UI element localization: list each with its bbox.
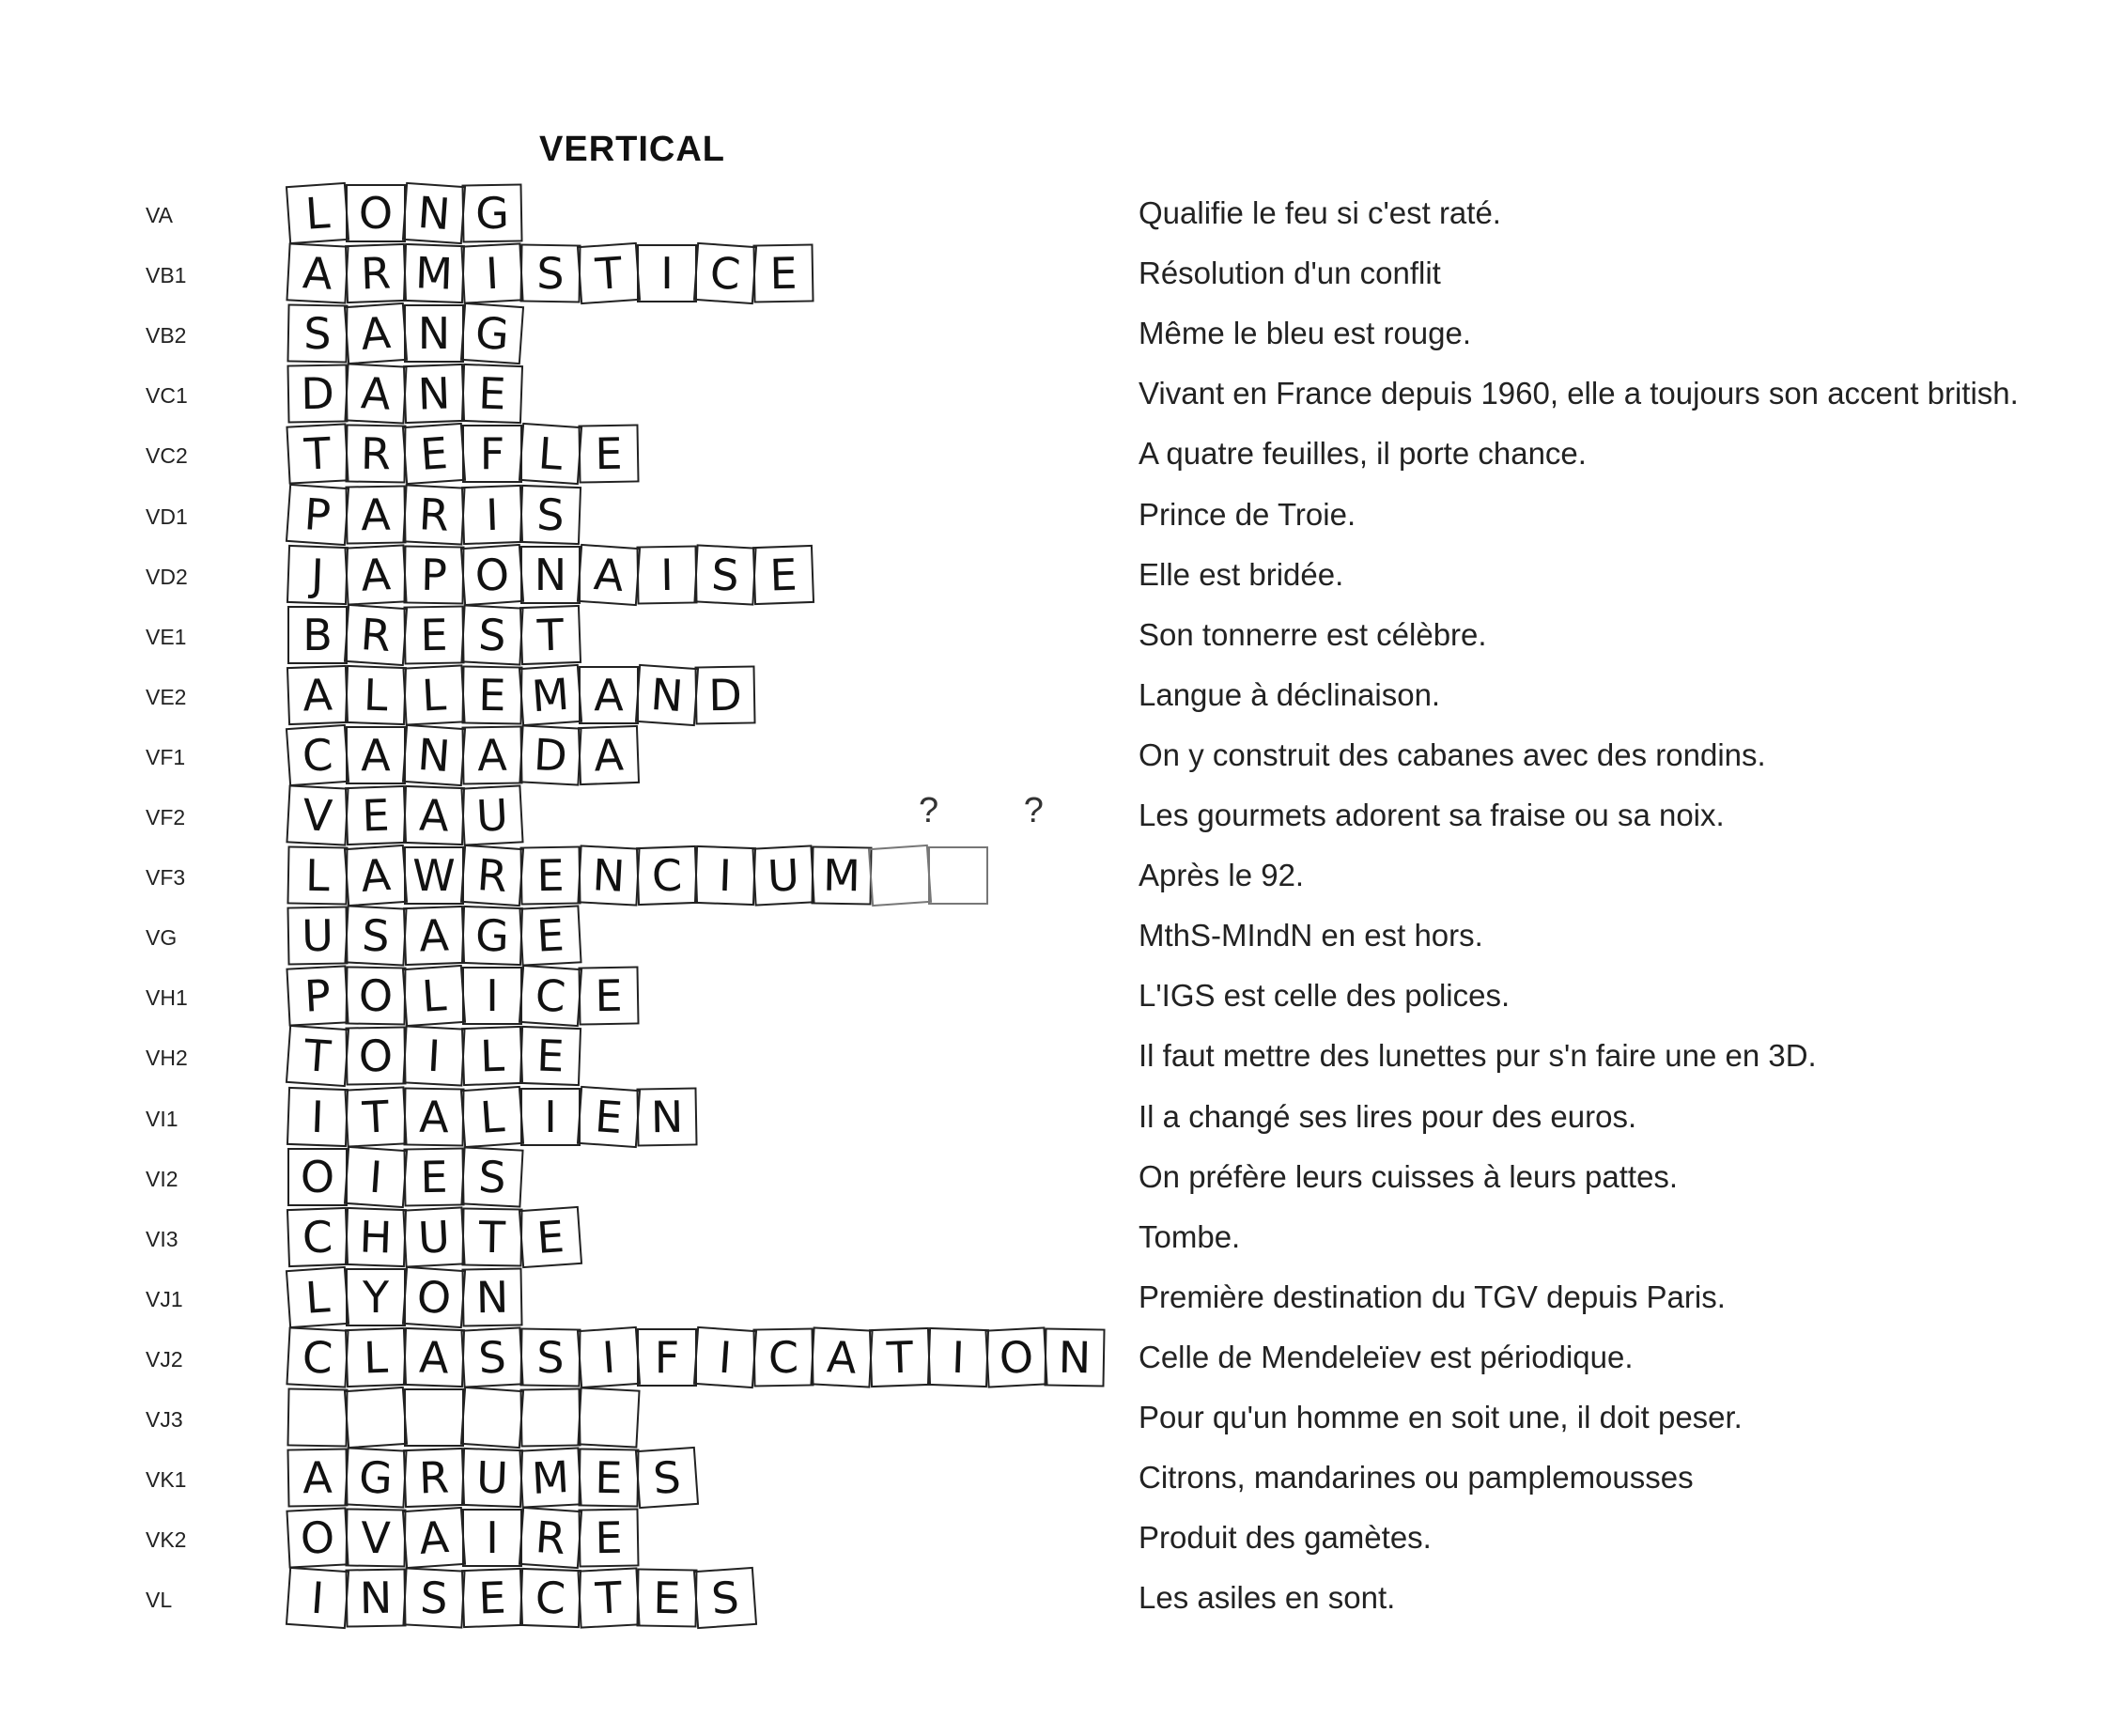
answer-cell[interactable]: C xyxy=(636,845,698,906)
answer-cell[interactable]: T xyxy=(286,423,349,484)
clue-row xyxy=(0,486,2123,546)
answer-cell[interactable]: E xyxy=(519,845,581,905)
answer-cell[interactable]: U xyxy=(460,784,523,845)
answer-cell[interactable]: C xyxy=(752,1327,814,1387)
answer-cell[interactable]: I xyxy=(693,1326,757,1388)
answer-cell[interactable]: I xyxy=(462,1509,522,1567)
answer-cell[interactable]: D xyxy=(694,665,755,724)
answer-cell[interactable]: S xyxy=(460,604,523,665)
clue-row xyxy=(0,304,2123,364)
clue-text: Pour qu'un homme en soit une, il doit peser. xyxy=(1139,1400,1743,1434)
clue-code: VC2 xyxy=(146,443,188,468)
answer-cell[interactable]: C xyxy=(693,242,757,304)
answer-cell[interactable]: T xyxy=(577,1567,640,1628)
answer-cell[interactable]: E xyxy=(403,1147,464,1206)
answer-cell[interactable] xyxy=(287,1387,348,1447)
answer-cell[interactable]: N xyxy=(461,1267,522,1326)
answer-cell[interactable]: M xyxy=(811,845,872,905)
answer-cell[interactable]: I xyxy=(462,967,522,1025)
answer-cell[interactable]: C xyxy=(519,1568,581,1628)
answer-cell[interactable]: L xyxy=(287,845,348,905)
answer-cell[interactable]: E xyxy=(577,1086,641,1148)
clue-row xyxy=(0,726,2123,786)
answer-cell[interactable]: E xyxy=(578,966,639,1025)
answer-cell[interactable]: S xyxy=(287,303,348,363)
answer-cells xyxy=(287,546,814,606)
answer-cell[interactable]: S xyxy=(635,1447,699,1509)
answer-cells xyxy=(287,1027,581,1087)
clue-row xyxy=(0,846,2123,907)
answer-cell[interactable]: N xyxy=(520,546,581,604)
clue-code: VF1 xyxy=(146,745,186,769)
answer-cell[interactable]: E xyxy=(519,905,581,966)
clue-row xyxy=(0,364,2123,425)
answer-cells xyxy=(287,184,522,244)
answer-cell[interactable]: E xyxy=(752,243,814,302)
clue-text: Langue à déclinaison. xyxy=(1139,677,1441,712)
answer-cells xyxy=(287,666,755,726)
clue-code: VH2 xyxy=(146,1046,188,1070)
clue-text: Prince de Troie. xyxy=(1139,497,1356,532)
answer-cell[interactable]: I xyxy=(402,1025,465,1086)
answer-cell[interactable]: V xyxy=(286,784,349,845)
answer-cell[interactable]: O xyxy=(346,184,406,242)
clue-text: A quatre feuilles, il porte chance. xyxy=(1139,436,1587,471)
clue-row xyxy=(0,1148,2123,1208)
clue-text: Les gourmets adorent sa fraise ou sa noix. xyxy=(1139,798,1725,832)
answer-cell[interactable]: O xyxy=(287,1148,348,1206)
answer-cell[interactable]: D xyxy=(287,364,348,423)
answer-cell[interactable]: L xyxy=(402,965,466,1027)
answer-cell[interactable]: A xyxy=(402,1507,466,1569)
answer-cell[interactable]: O xyxy=(984,1326,1047,1387)
clue-row xyxy=(0,786,2123,846)
answer-cell[interactable]: L xyxy=(461,1026,523,1086)
answer-cell[interactable]: W xyxy=(404,846,464,905)
answer-cell[interactable]: T xyxy=(461,1207,522,1266)
clue-text: MthS-MIndN en est hors. xyxy=(1139,918,1483,953)
answer-cell[interactable]: R xyxy=(344,604,408,666)
clue-row xyxy=(0,1268,2123,1328)
clue-code: VJ2 xyxy=(146,1347,183,1372)
answer-cell[interactable] xyxy=(404,1388,464,1447)
answer-cell[interactable]: A xyxy=(344,302,408,364)
clue-text: Après le 92. xyxy=(1139,858,1305,892)
answer-cell[interactable]: M xyxy=(403,243,465,303)
clue-row xyxy=(0,967,2123,1027)
answer-cell[interactable] xyxy=(344,1387,408,1449)
clue-code: VH1 xyxy=(146,985,188,1010)
clue-row xyxy=(0,1569,2123,1629)
clue-row xyxy=(0,1027,2123,1087)
answer-cell[interactable]: E xyxy=(461,665,522,724)
answer-cell[interactable]: C xyxy=(286,1326,349,1387)
answer-cell[interactable]: R xyxy=(345,243,407,303)
answer-cell[interactable]: I xyxy=(520,1088,581,1146)
answer-cells xyxy=(287,1148,522,1208)
answer-cells xyxy=(287,967,639,1027)
answer-cell[interactable]: N xyxy=(404,304,464,363)
clue-row xyxy=(0,1509,2123,1569)
clue-text: Il faut mettre des lunettes pur s'n faire une en 3D. xyxy=(1139,1038,1817,1073)
clue-row xyxy=(0,244,2123,304)
answer-cell[interactable]: G xyxy=(344,1447,407,1508)
answer-cell[interactable]: E xyxy=(519,1026,581,1086)
answer-cell[interactable]: M xyxy=(519,664,582,726)
clue-code: VF3 xyxy=(146,865,186,890)
answer-cell[interactable]: A xyxy=(344,363,407,424)
clue-code: VC1 xyxy=(146,383,188,408)
clue-text: Première destination du TGV depuis Paris. xyxy=(1139,1279,1726,1314)
answer-cell[interactable]: T xyxy=(519,605,581,665)
answer-cell[interactable]: A xyxy=(403,906,465,966)
answer-cell[interactable]: E xyxy=(578,424,639,483)
answer-cell[interactable] xyxy=(868,845,932,907)
clue-text: Celle de Mendeleïev est périodique. xyxy=(1139,1340,1634,1374)
answer-cells xyxy=(287,1268,522,1328)
answer-cell[interactable]: A xyxy=(403,1327,465,1387)
answer-cell[interactable]: U xyxy=(752,845,814,906)
answer-cell[interactable] xyxy=(577,1387,640,1448)
clue-code: VI1 xyxy=(146,1107,178,1131)
answer-cell[interactable]: S xyxy=(519,1327,581,1387)
answer-cell[interactable]: E xyxy=(578,1448,639,1507)
answer-cell[interactable]: I xyxy=(577,1326,641,1388)
answer-cells xyxy=(287,1449,697,1509)
answer-cell[interactable]: N xyxy=(1044,1327,1105,1387)
answer-cells xyxy=(287,364,522,425)
answer-cell[interactable]: E xyxy=(345,785,407,845)
answer-cell[interactable]: R xyxy=(519,1507,582,1569)
answer-cell[interactable]: A xyxy=(287,1448,348,1507)
clue-code: VB2 xyxy=(146,323,187,348)
answer-cell[interactable]: L xyxy=(345,665,407,725)
answer-cell[interactable]: A xyxy=(344,845,408,907)
answer-cell[interactable]: J xyxy=(287,545,349,605)
answer-cell[interactable]: N xyxy=(402,724,466,786)
clue-row xyxy=(0,1388,2123,1449)
answer-cell[interactable] xyxy=(519,1387,581,1447)
clue-text: On préfère leurs cuisses à leurs pattes. xyxy=(1139,1159,1679,1194)
answer-cell[interactable]: G xyxy=(461,183,522,242)
answer-cell[interactable]: U xyxy=(287,906,348,965)
answer-cell[interactable] xyxy=(460,1387,524,1449)
answer-cell[interactable]: A xyxy=(578,725,640,785)
answer-cells xyxy=(287,606,581,666)
clue-row xyxy=(0,666,2123,726)
answer-cell[interactable]: R xyxy=(460,845,524,907)
answer-cells xyxy=(287,1388,639,1449)
clue-row xyxy=(0,1449,2123,1509)
answer-cell[interactable]: L xyxy=(286,1266,349,1328)
answer-cell[interactable]: N xyxy=(402,182,466,244)
answer-cell[interactable]: E xyxy=(402,423,466,485)
answer-cell[interactable]: T xyxy=(869,1327,931,1387)
answer-cell[interactable]: G xyxy=(460,302,524,364)
clue-row xyxy=(0,546,2123,606)
answer-cells xyxy=(287,1208,581,1268)
answer-cell[interactable]: T xyxy=(344,1086,407,1147)
answer-cells xyxy=(287,244,814,304)
answer-cell[interactable]: C xyxy=(286,724,349,786)
answer-cell[interactable]: A xyxy=(579,666,639,724)
clue-text: Vivant en France depuis 1960, elle a toujours son accent british. xyxy=(1139,376,2019,411)
clue-row xyxy=(0,425,2123,485)
answer-cell[interactable]: E xyxy=(403,605,464,664)
answer-cells xyxy=(287,786,522,846)
clue-text: Les asiles en sont. xyxy=(1139,1580,1396,1615)
answer-cell[interactable]: S xyxy=(460,1326,523,1387)
answer-cell[interactable]: S xyxy=(402,1567,465,1628)
clue-row xyxy=(0,907,2123,967)
answer-cell[interactable]: D xyxy=(519,724,581,785)
clue-code: VJ3 xyxy=(146,1407,183,1432)
answer-cell[interactable]: G xyxy=(461,906,523,966)
clue-text: Produit des gamètes. xyxy=(1139,1520,1432,1555)
answer-cell[interactable]: I xyxy=(287,1087,349,1147)
clue-text: Citrons, mandarines ou pamplemousses xyxy=(1139,1460,1694,1495)
answer-cell[interactable]: E xyxy=(519,1206,582,1268)
answer-cells xyxy=(287,1088,697,1148)
answer-cell[interactable]: E xyxy=(461,364,523,424)
answer-cell[interactable]: V xyxy=(345,1508,406,1567)
answer-cell[interactable]: O xyxy=(402,1266,466,1328)
answer-cells xyxy=(287,1569,755,1629)
answer-cell[interactable]: A xyxy=(345,485,406,544)
clue-code: VI3 xyxy=(146,1227,178,1251)
answer-cell[interactable]: S xyxy=(519,485,581,545)
clue-code: VK1 xyxy=(146,1467,187,1492)
answer-cell[interactable]: L xyxy=(460,1086,524,1148)
clue-row xyxy=(0,1208,2123,1268)
answer-cell[interactable]: P xyxy=(286,484,349,546)
clue-row xyxy=(0,606,2123,666)
answer-cell[interactable]: U xyxy=(461,1448,523,1508)
answer-cell[interactable]: I xyxy=(460,242,523,303)
answer-cell[interactable]: E xyxy=(636,1568,697,1627)
answer-cells xyxy=(287,304,522,364)
answer-cell[interactable]: P xyxy=(403,545,464,604)
page-title: VERTICAL xyxy=(539,130,725,169)
answer-cell[interactable] xyxy=(928,846,988,905)
answer-cell[interactable]: I xyxy=(636,545,697,604)
clue-text: Son tonnerre est célèbre. xyxy=(1139,617,1487,652)
answer-cell[interactable]: U xyxy=(402,1206,465,1267)
answer-cell[interactable]: S xyxy=(460,1146,523,1207)
answer-cell[interactable]: I xyxy=(344,1146,408,1208)
clue-text: Qualifie le feu si c'est raté. xyxy=(1139,195,1501,230)
clue-code: VE1 xyxy=(146,625,187,649)
answer-cells xyxy=(287,1328,1105,1388)
clue-row xyxy=(0,1328,2123,1388)
answer-cell[interactable]: S xyxy=(344,905,407,966)
answer-cells xyxy=(287,425,639,485)
answer-cell[interactable]: P xyxy=(286,965,349,1026)
clue-code: VL xyxy=(146,1588,173,1612)
clue-text: Résolution d'un conflit xyxy=(1139,256,1441,290)
clue-code: VI2 xyxy=(146,1167,178,1191)
answer-cell[interactable]: I xyxy=(286,1567,349,1629)
answer-cell[interactable]: A xyxy=(403,1087,464,1146)
answer-cell[interactable]: N xyxy=(403,364,465,424)
answer-cell[interactable]: S xyxy=(693,544,756,605)
answer-cell[interactable]: L xyxy=(345,1327,407,1387)
answer-cell[interactable]: A xyxy=(287,665,349,725)
answer-cell[interactable]: A xyxy=(577,544,641,606)
answer-cell[interactable]: B xyxy=(287,606,348,664)
clue-code: VD2 xyxy=(146,565,188,589)
answer-cells xyxy=(287,1509,639,1569)
clue-text: Elle est bridée. xyxy=(1139,557,1344,592)
answer-cells xyxy=(287,726,639,786)
clue-code: VJ1 xyxy=(146,1287,183,1311)
answer-cells xyxy=(287,486,581,546)
clue-text: Il a changé ses lires pour des euros. xyxy=(1139,1099,1637,1134)
answer-cell[interactable]: Y xyxy=(346,1268,406,1326)
answer-cell[interactable]: A xyxy=(810,1326,873,1387)
clue-row xyxy=(0,1088,2123,1148)
answer-cell[interactable]: C xyxy=(519,965,582,1027)
answer-cell[interactable]: E xyxy=(752,545,814,605)
clue-code: VF2 xyxy=(146,805,186,829)
answer-cell[interactable]: R xyxy=(402,484,465,545)
answer-cell[interactable]: F xyxy=(637,1328,697,1387)
answer-cell[interactable]: O xyxy=(345,966,406,1025)
clue-code: VG xyxy=(146,925,178,950)
clue-code: VB1 xyxy=(146,263,187,287)
answer-cell[interactable]: I xyxy=(927,1327,989,1387)
clue-text: L'IGS est celle des polices. xyxy=(1139,978,1511,1013)
answer-cell[interactable]: R xyxy=(345,424,406,483)
answer-cell[interactable]: T xyxy=(577,242,641,304)
answer-cell[interactable]: S xyxy=(519,243,581,302)
answer-cell[interactable]: T xyxy=(286,1025,349,1087)
answer-cell[interactable]: A xyxy=(346,726,406,784)
clue-code: VK2 xyxy=(146,1527,187,1552)
answer-cell[interactable]: A xyxy=(403,785,465,845)
answer-cell[interactable]: N xyxy=(636,1087,697,1146)
answer-cell[interactable]: N xyxy=(345,1568,406,1627)
answer-cell[interactable]: C xyxy=(287,1207,349,1267)
answer-cell[interactable]: R xyxy=(403,1448,465,1508)
answer-cell[interactable]: A xyxy=(286,242,349,303)
answer-cell[interactable]: L xyxy=(519,423,582,485)
answer-cells xyxy=(287,846,988,907)
answer-cell[interactable]: A xyxy=(344,544,407,605)
answer-cell[interactable]: A xyxy=(461,725,522,784)
clue-text: Même le bleu est rouge. xyxy=(1139,316,1472,350)
answer-cell[interactable]: N xyxy=(577,845,640,906)
answer-cell[interactable]: M xyxy=(519,1447,581,1508)
clue-code: VE2 xyxy=(146,685,187,709)
clue-text: On y construit des cabanes avec des rondins. xyxy=(1139,737,1766,772)
answer-cell[interactable]: E xyxy=(578,1508,639,1567)
answer-cell[interactable]: O xyxy=(460,544,524,606)
answer-cell[interactable]: I xyxy=(461,485,523,545)
clue-row xyxy=(0,184,2123,244)
answer-cell[interactable]: L xyxy=(286,182,349,244)
answer-cell[interactable]: S xyxy=(693,1567,757,1629)
answer-cell[interactable]: O xyxy=(345,1026,406,1085)
answer-cell[interactable]: I xyxy=(694,845,756,906)
answer-cell[interactable]: H xyxy=(345,1207,407,1267)
answer-cell[interactable]: E xyxy=(461,1568,523,1628)
margin-question-marks: ? ? xyxy=(919,791,1081,830)
clue-code: VD1 xyxy=(146,504,188,529)
answer-cells xyxy=(287,907,581,967)
clue-text: Tombe. xyxy=(1139,1219,1241,1254)
answer-cell[interactable]: O xyxy=(286,1507,349,1568)
answer-cell[interactable]: L xyxy=(402,664,465,725)
answer-cell[interactable]: N xyxy=(635,664,699,726)
clue-code: VA xyxy=(146,203,173,227)
answer-cell[interactable]: F xyxy=(462,425,522,483)
answer-cell[interactable]: I xyxy=(637,244,697,302)
